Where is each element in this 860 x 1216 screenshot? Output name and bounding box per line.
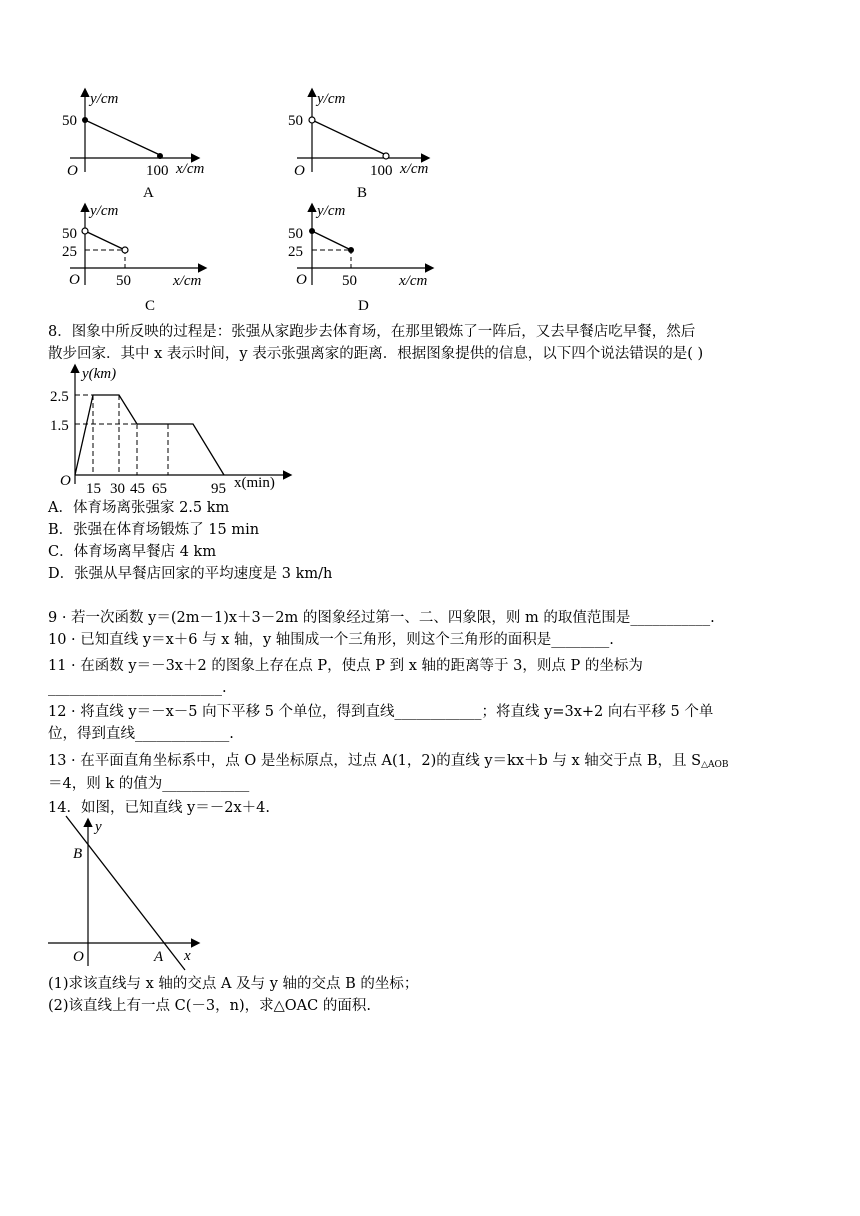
q7-d-xlabel: x/cm <box>399 273 428 289</box>
q11-line1: 11 · 在函数 y＝－3x＋2 的图象上存在点 P，使点 P 到 x 轴的距离等于 3，则点 P 的坐标为 <box>48 658 643 674</box>
q7-b-hollow-point-x <box>383 153 389 159</box>
q8-option-a: A．体育场离张强家 2.5 km <box>48 500 230 516</box>
q7-c-caption: C <box>145 298 156 314</box>
q13-line1 <box>48 751 729 775</box>
q8-ytick-1-5: 1.5 <box>50 418 69 434</box>
q13-line2: ＝4，则 k 的值为____________ <box>48 776 250 792</box>
q7-d-solid-point <box>309 228 315 234</box>
q7-b-caption: B <box>357 185 368 201</box>
q7-b-hollow-point <box>309 117 315 123</box>
q7-d-solid-point-end <box>348 247 354 253</box>
q7-graph-d <box>288 203 432 314</box>
q8-origin: O <box>60 473 71 489</box>
q14-point-b: B <box>73 846 83 862</box>
q13-line1-main: 13 · 在平面直角坐标系中，点 O 是坐标原点，过点 A(1，2)的直线 y＝kx＋b 与 x 轴交于点 B，且 S <box>48 753 702 769</box>
q7-d-ytick-top: 50 <box>288 226 303 242</box>
q7-b-origin: O <box>294 163 305 179</box>
q14-line <box>66 816 185 970</box>
q7-graph-b <box>288 90 428 201</box>
q7-c-xlabel: x/cm <box>173 273 202 289</box>
q7-c-ytick-mid: 25 <box>62 244 77 260</box>
q7-c-ytick-top: 50 <box>62 226 77 242</box>
q9-text: 9 · 若一次函数 y＝(2m－1)x＋3－2m 的图象经过第一、二、四象限，则 m 的取值范围是___________. <box>48 610 715 626</box>
q13-subscript: △AOB <box>701 760 729 770</box>
q7-c-ylabel: y/cm <box>90 203 119 219</box>
q8-xtick-95: 95 <box>211 481 226 494</box>
q7-graphs <box>0 0 860 320</box>
q7-b-ylabel: y/cm <box>317 91 346 107</box>
q8-distance-line <box>75 395 224 475</box>
q12-line2: 位，得到直线_____________. <box>48 726 234 742</box>
q7-a-solid-point-x <box>157 153 163 159</box>
q7-c-xtick: 50 <box>116 273 131 289</box>
q8-xlabel: x(min) <box>234 475 275 491</box>
q7-a-ylabel: y/cm <box>90 91 119 107</box>
q7-a-segment <box>85 120 160 155</box>
q14-origin: O <box>73 949 84 965</box>
q8-xtick-65: 65 <box>152 481 167 494</box>
q14-point-a: A <box>154 949 164 965</box>
q7-graph-a <box>62 90 204 201</box>
q7-c-hollow-point-end <box>122 247 128 253</box>
q11-line2: ________________________. <box>48 680 227 696</box>
q8-ylabel: y(km) <box>82 366 117 382</box>
q14-ylabel: y <box>95 819 102 835</box>
q7-a-origin: O <box>67 163 78 179</box>
q7-c-hollow-point <box>82 228 88 234</box>
q7-d-xtick: 50 <box>342 273 357 289</box>
q7-b-xtick: 100 <box>370 163 393 179</box>
q7-a-xlabel: x/cm <box>176 161 205 177</box>
q7-d-ytick-mid: 25 <box>288 244 303 260</box>
q7-b-segment <box>312 120 386 155</box>
q7-d-ylabel: y/cm <box>317 203 346 219</box>
q7-c-segment <box>85 231 125 250</box>
q8-stem-line1: 8．图象中所反映的过程是：张强从家跑步去体育场，在那里锻炼了一阵后，又去早餐店吃早餐，然后 <box>48 324 696 340</box>
q7-a-solid-point <box>82 117 88 123</box>
q14-graph <box>40 814 210 972</box>
q7-a-xtick: 100 <box>146 163 169 179</box>
q8-xtick-30: 30 <box>110 481 125 494</box>
q8-xtick-45: 45 <box>130 481 145 494</box>
q12-line1: 12 · 将直线 y＝－x－5 向下平移 5 个单位，得到直线____________；将直线 y=3x+2 向右平移 5 个单 <box>48 704 714 720</box>
q7-graph-c <box>62 203 205 314</box>
q8-stem-line2: 散步回家．其中 x 表示时间，y 表示张强离家的距离．根据图象提供的信息，以下四个说法错误的是( ) <box>48 346 704 362</box>
q8-option-b: B．张强在体育场锻炼了 15 min <box>48 522 260 538</box>
q10-text: 10 · 已知直线 y＝x＋6 与 x 轴，y 轴围成一个三角形，则这个三角形的面积是________. <box>48 632 614 648</box>
q8-ytick-2-5: 2.5 <box>50 389 69 405</box>
q14-part1: (1)求该直线与 x 轴的交点 A 及与 y 轴的交点 B 的坐标； <box>48 976 419 992</box>
q14-xlabel: x <box>184 948 191 964</box>
q8-option-d: D．张强从早餐店回家的平均速度是 3 km/h <box>48 566 333 582</box>
q7-d-caption: D <box>358 298 369 314</box>
q14-part2: (2)该直线上有一点 C(－3，n)，求△OAC 的面积. <box>48 998 371 1014</box>
q8-option-c: C．体育场离早餐店 4 km <box>48 544 217 560</box>
q7-a-ytick: 50 <box>62 113 77 129</box>
q7-a-caption: A <box>143 185 154 201</box>
q8-xtick-15: 15 <box>86 481 101 494</box>
q14-stem: 14．如图，已知直线 y＝－2x＋4. <box>48 800 270 816</box>
q7-d-origin: O <box>296 272 307 288</box>
q8-graph <box>40 362 300 494</box>
q7-b-xlabel: x/cm <box>400 161 429 177</box>
q7-d-segment <box>312 231 351 250</box>
q7-c-origin: O <box>69 272 80 288</box>
q7-b-ytick: 50 <box>288 113 303 129</box>
